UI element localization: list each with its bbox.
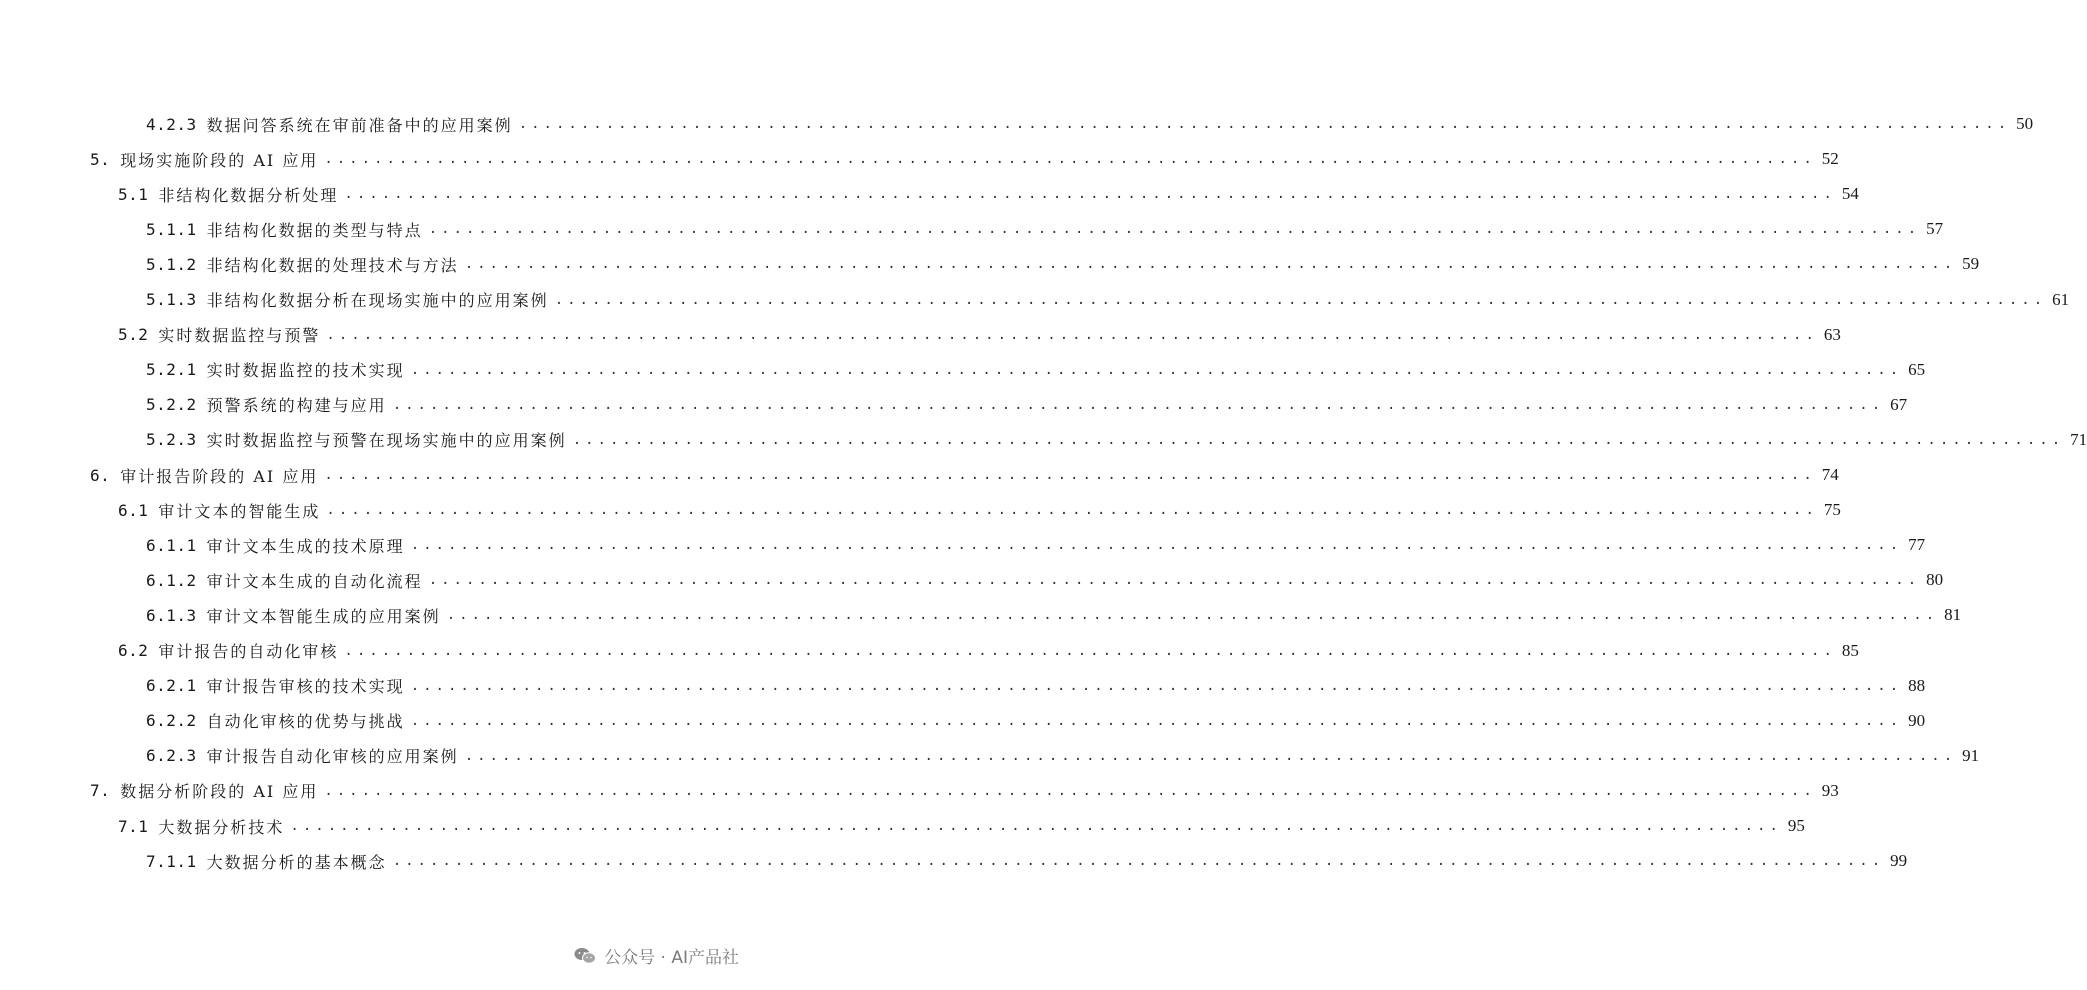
toc-leader-dots: ........................................................................................................................ xyxy=(324,467,1816,483)
toc-entry-title: 数据分析阶段的 AI 应用 xyxy=(120,782,319,802)
toc-entry-title: 自动化审核的优势与挑战 xyxy=(206,712,405,732)
toc-entry[interactable] xyxy=(118,495,1841,525)
toc-entry-title: 实时数据监控与预警 xyxy=(158,326,321,346)
toc-entry-title: 审计报告审核的技术实现 xyxy=(206,677,405,697)
toc-entry-number: 5.1.1 xyxy=(146,219,197,239)
toc-entry-number: 7.1.1 xyxy=(146,851,197,871)
toc-entry-number: 6.1.1 xyxy=(146,535,197,555)
toc-entry[interactable] xyxy=(146,109,2034,139)
toc-entry-title: 审计报告的自动化审核 xyxy=(158,642,339,661)
toc-entry[interactable] xyxy=(146,249,1980,279)
toc-leader-dots: ........................................................................................................................ xyxy=(324,151,1816,168)
toc-entry[interactable] xyxy=(118,811,1805,841)
toc-entry[interactable] xyxy=(146,214,1944,244)
toc-entry-number: 6.1.2 xyxy=(146,570,197,590)
toc-entry-page: 52 xyxy=(1821,149,1839,169)
toc-entry-page: 74 xyxy=(1821,465,1839,484)
toc-entry-title: 非结构化数据的类型与特点 xyxy=(206,220,423,240)
toc-entry-page: 81 xyxy=(1944,605,1962,625)
toc-entry[interactable] xyxy=(146,600,1962,630)
toc-entry-number: 6.2.3 xyxy=(146,746,197,766)
toc-entry-title: 预警系统的构建与应用 xyxy=(206,396,387,416)
toc-entry-number: 5. xyxy=(90,149,111,169)
toc-entry-page: 77 xyxy=(1908,535,1926,555)
toc-entry[interactable] xyxy=(146,285,2070,315)
toc-entry[interactable] xyxy=(118,636,1859,666)
toc-leader-dots: ........................................................................................................................ xyxy=(410,677,1903,694)
toc-entry-number: 6. xyxy=(90,465,111,485)
toc-entry-page: 88 xyxy=(1908,675,1926,695)
toc-entry[interactable] xyxy=(146,671,1926,701)
toc-entry-title: 审计文本的智能生成 xyxy=(158,501,321,521)
toc-leader-dots: ........................................................................................................................ xyxy=(446,607,1939,624)
toc-entry-title: 大数据分析技术 xyxy=(158,817,285,837)
toc-entry-page: 90 xyxy=(1908,710,1926,730)
toc-entry-page: 85 xyxy=(1841,640,1859,660)
toc-entry-title: 非结构化数据分析处理 xyxy=(158,185,339,205)
toc-leader-dots: ........................................................................................................................ xyxy=(410,712,1903,729)
toc-leader-dots: ........................................................................................................................ xyxy=(392,396,1885,413)
toc-entry-page: 50 xyxy=(2016,114,2034,133)
toc-leader-dots: ........................................................................................................................ xyxy=(428,221,1921,238)
toc-entry-page: 75 xyxy=(1823,500,1841,520)
toc-entry[interactable] xyxy=(90,460,1839,490)
toc-leader-dots: ........................................................................................................................ xyxy=(554,291,2047,308)
toc-entry-page: 80 xyxy=(1926,570,1944,590)
toc-entry-title: 非结构化数据分析在现场实施中的应用案例 xyxy=(206,291,549,310)
toc-entry-number: 5.2.3 xyxy=(146,430,197,450)
toc-entry-number: 5.1.2 xyxy=(146,254,197,274)
toc-entry-title: 实时数据监控的技术实现 xyxy=(206,361,405,381)
toc-entry-page: 71 xyxy=(2070,429,2087,449)
toc-entry-title: 审计文本智能生成的应用案例 xyxy=(206,606,441,626)
toc-entry-number: 6.2.1 xyxy=(146,676,197,696)
toc-entry-title: 现场实施阶段的 AI 应用 xyxy=(120,150,319,170)
toc-entry-number: 6.2.2 xyxy=(146,711,197,731)
toc-leader-dots: ........................................................................................................................ xyxy=(326,326,1818,343)
toc-entry-title: 数据问答系统在审前准备中的应用案例 xyxy=(206,115,513,135)
toc-leader-dots: ........................................................................................................................ xyxy=(464,747,1957,764)
toc-leader-dots: ........................................................................................................................ xyxy=(572,431,2065,448)
toc-entry-title: 审计报告自动化审核的应用案例 xyxy=(206,747,459,767)
toc-entry-number: 6.1 xyxy=(118,500,149,520)
toc-entry-page: 63 xyxy=(1823,324,1841,344)
toc-leader-dots: ........................................................................................................................ xyxy=(410,361,1903,378)
toc-entry-number: 6.2 xyxy=(118,641,149,660)
toc-leader-dots: ........................................................................................................................ xyxy=(344,186,1836,203)
toc-entry-title: 大数据分析的基本概念 xyxy=(206,852,387,872)
toc-entry-page: 93 xyxy=(1821,780,1839,800)
toc-leader-dots: ........................................................................................................................ xyxy=(428,572,1921,589)
toc-entry[interactable] xyxy=(146,846,1908,876)
toc-entry[interactable] xyxy=(146,741,1980,771)
toc-entry-title: 非结构化数据的处理技术与方法 xyxy=(206,255,459,275)
toc-entry-title: 审计文本生成的自动化流程 xyxy=(206,571,423,591)
toc-leader-dots: ........................................................................................................................ xyxy=(290,818,1782,834)
toc-entry-title: 审计报告阶段的 AI 应用 xyxy=(120,466,319,486)
toc-entry-title: 实时数据监控与预警在现场实施中的应用案例 xyxy=(206,431,567,451)
toc-entry[interactable] xyxy=(90,144,1839,174)
toc-leader-dots: ........................................................................................................................ xyxy=(344,642,1836,659)
toc-entry[interactable] xyxy=(118,320,1841,350)
toc-entry-number: 5.2.2 xyxy=(146,395,197,415)
toc-entry-page: 91 xyxy=(1962,745,1980,765)
toc-entry-number: 5.2 xyxy=(118,325,149,345)
toc-entry-number: 5.2.1 xyxy=(146,360,197,380)
toc-leader-dots: ........................................................................................................................ xyxy=(464,256,1957,273)
toc-entry[interactable] xyxy=(118,179,1859,209)
toc-entry[interactable] xyxy=(146,425,2087,455)
watermark xyxy=(574,943,739,968)
toc-entry[interactable] xyxy=(90,776,1839,806)
toc-leader-dots: ........................................................................................................................ xyxy=(324,782,1816,799)
watermark-text: 公众号 · AI产品社 xyxy=(604,948,739,968)
toc-entry[interactable] xyxy=(146,706,1926,736)
toc-leader-dots: ........................................................................................................................ xyxy=(410,537,1903,554)
toc-entry-page: 99 xyxy=(1890,851,1908,871)
toc-entry-number: 4.2.3 xyxy=(146,114,197,134)
toc-entry-number: 7.1 xyxy=(118,816,149,836)
toc-entry-number: 5.1 xyxy=(118,184,149,204)
toc-entry-page: 57 xyxy=(1926,219,1944,239)
toc-entry[interactable] xyxy=(146,530,1926,560)
toc-entry-number: 5.1.3 xyxy=(146,290,197,309)
toc-entry-page: 67 xyxy=(1890,394,1908,414)
toc-entry-number: 7. xyxy=(90,781,111,801)
toc-entry[interactable] xyxy=(146,390,1908,420)
toc-leader-dots: ........................................................................................................................ xyxy=(518,116,2011,132)
toc-leader-dots: ........................................................................................................................ xyxy=(326,502,1818,519)
toc-entry-page: 54 xyxy=(1841,184,1859,204)
toc-entry[interactable] xyxy=(146,565,1944,595)
toc-entry[interactable] xyxy=(146,355,1926,385)
toc-entry-page: 65 xyxy=(1908,359,1926,379)
toc-entry-page: 61 xyxy=(2052,289,2070,309)
toc-leader-dots: ........................................................................................................................ xyxy=(392,853,1885,870)
toc-entry-page: 95 xyxy=(1787,816,1805,835)
wechat-icon xyxy=(574,947,596,965)
toc-entry-title: 审计文本生成的技术原理 xyxy=(206,536,405,556)
toc-entry-number: 6.1.3 xyxy=(146,605,197,625)
toc-entry-page: 59 xyxy=(1962,254,1980,274)
